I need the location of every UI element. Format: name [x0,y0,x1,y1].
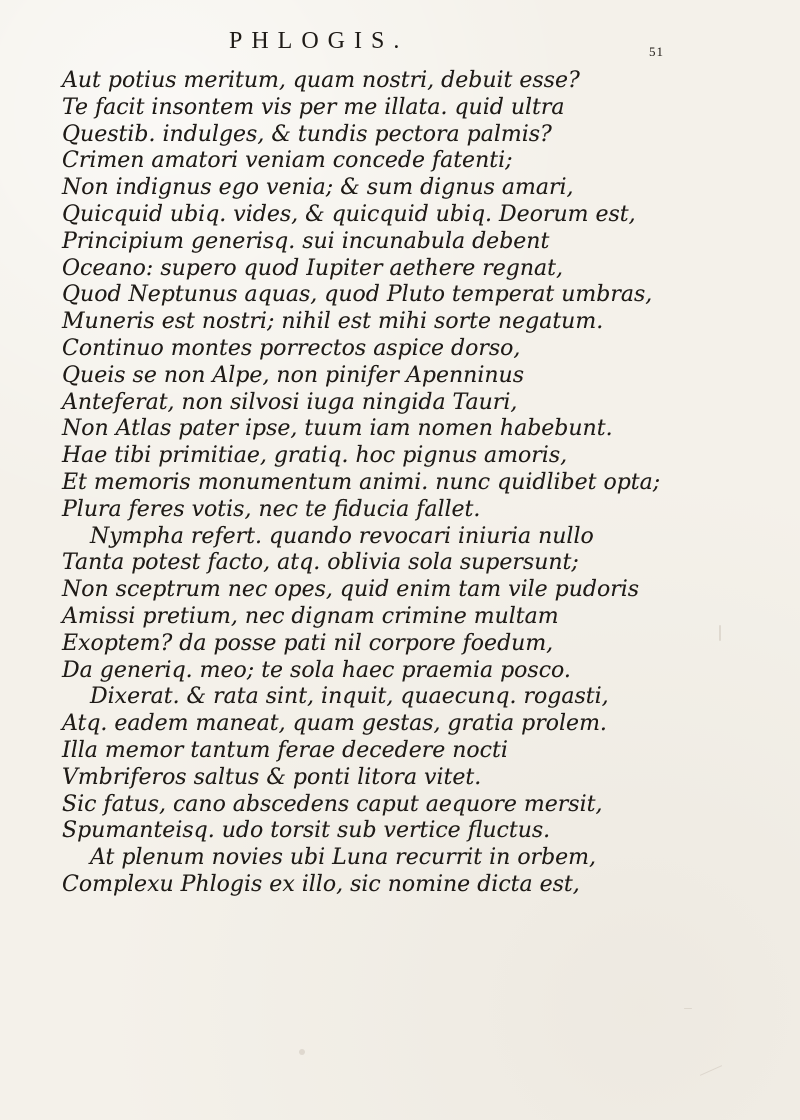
poem-line: Oceano: supero quod Iupiter aethere regnat, [62,255,563,281]
poem-text [62,68,762,899]
poem-line: Quicquid ubiq. vides, & quicquid ubiq. Deorum est, [62,201,636,227]
poem-line: Queis se non Alpe, non pinifer Apenninus [62,362,524,388]
poem-line: Non sceptrum nec opes, quid enim tam vile pudoris [62,577,640,603]
poem-line: Et memoris monumentum animi. nunc quidlibet opta; [62,469,661,495]
poem-line: Crimen amatori veniam concede fatenti; [62,148,513,174]
poem-line: Spumanteisq. udo torsit sub vertice fluctus. [62,818,551,844]
poem-line: Nympha refert. quando revocari iniuria nullo [90,523,594,549]
poem-line: Te facit insontem vis per me illata. quid ultra [62,94,565,120]
poem-line: Vmbriferos saltus & ponti litora vitet. [62,764,482,790]
poem-line: Exoptem? da posse pati nil corpore foedum, [62,630,554,656]
poem-line: Dixerat. & rata sint, inquit, quaecunq. rogasti, [90,684,609,710]
paper-mark [299,1049,305,1055]
poem-line: Aut potius meritum, quam nostri, debuit esse? [62,68,580,93]
poem-line: Da generiq. meo; te sola haec praemia posco. [62,657,571,683]
poem-line: Quod Neptunus aquas, quod Pluto temperat umbras, [62,282,653,308]
poem-line: Hae tibi primitiae, gratiq. hoc pignus amoris, [62,443,568,469]
poem-line: Tanta potest facto, atq. oblivia sola supersunt; [62,550,579,576]
poem-line: Questib. indulges, & tundis pectora palmis? [62,121,552,147]
poem-line: Atq. eadem maneat, quam gestas, gratia prolem. [62,711,607,737]
poem-line: Illa memor tantum ferae decedere nocti [62,737,508,763]
poem-line: Non indignus ego venia; & sum dignus amari, [62,175,574,201]
poem-line: Complexu Phlogis ex illo, sic nomine dicta est, [62,871,580,897]
paper-mark [684,1008,692,1009]
poem-line: Principium generisq. sui incunabula debent [62,228,550,254]
poem-line: Anteferat, non silvosi iuga ningida Tauri, [62,389,518,415]
paper-mark [700,1065,722,1076]
poem-line: Amissi pretium, nec dignam crimine multam [62,603,559,629]
page-number: 51 [649,44,664,59]
poem-line: Plura feres votis, nec te fiducia fallet. [62,496,481,522]
paper-mark [719,625,721,641]
poem-line: Sic fatus, cano abscedens caput aequore mersit, [62,791,603,817]
poem-line: At plenum novies ubi Luna recurrit in orbem, [90,845,597,871]
poem-line: Continuo montes porrectos aspice dorso, [62,335,521,361]
running-header: PHLOGIS. [229,28,409,54]
poem-line: Muneris est nostri; nihil est mihi sorte negatum. [62,309,604,335]
poem-line: Non Atlas pater ipse, tuum iam nomen habebunt. [62,416,613,442]
